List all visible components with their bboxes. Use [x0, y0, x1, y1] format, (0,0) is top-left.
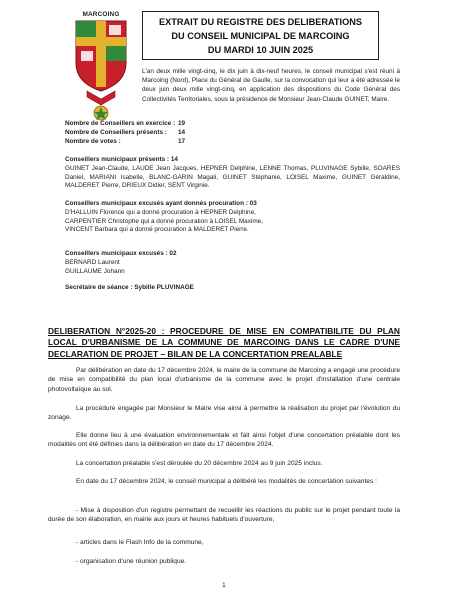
- header-line-2: DU CONSEIL MUNICIPAL DE MARCOING: [171, 31, 350, 41]
- header-title-box: [142, 11, 379, 60]
- proxy-title: Conseillers municipaux excusés ayant donnés procuration : 03: [65, 200, 257, 207]
- present-members: [65, 156, 400, 191]
- proxy-line: D'HALLUIN Florence qui a donné procuration à HEPNER Delphine,: [65, 208, 256, 216]
- count-value: 17: [178, 137, 186, 145]
- excused-title: Conseillers municipaux excusés : 02: [65, 250, 177, 257]
- bullet-item: - organisation d'une réunion publique.: [76, 558, 187, 565]
- present-names: GUINET Jean-Claude, LAUDE Jean Jacques, HEPNER Delphine, LENNE Thomas, PLUVINAGE Sybille, SOARES Daniel, MARIANI Isabelle, BLANC-GARIN Magali, GUINET Stéphanie, LOISEL Maxime, GUINET Géraldine, MALDERET Pierre, DRIEUX Didier, SENT Virginie.: [65, 164, 400, 190]
- excused-line: GUILLAUME Johann: [65, 267, 125, 275]
- paragraph: La procédure engagée par Monsieur le Maire vise ainsi à permettre la réalisation du projet par l'évolution du zonage.: [48, 405, 400, 422]
- paragraph: Par délibération en date du 17 décembre 2024, le maire de la commune de Marcoing a engagé une procédure de mise en compatibilité du plan local d'urbanisme de la commune avec le projet d'installation d'une centrale photovoltaïque au sol.: [48, 367, 400, 393]
- count-value: 14: [178, 128, 186, 136]
- count-row: [65, 129, 185, 138]
- session-secretary: Secrétaire de séance : Sybille PLUVINAGE: [65, 284, 194, 291]
- paragraph: La concertation préalable s'est déroulée du 20 décembre 2024 au 9 juin 2025 inclus.: [76, 460, 323, 467]
- header-line-1: EXTRAIT DU REGISTRE DES DELIBERATIONS: [159, 17, 362, 27]
- count-label: Nombre de votes :: [65, 137, 121, 145]
- paragraph: Elle donne lieu à une évaluation environnementale et fait ainsi l'objet d'une concertation préalable dont les modalités ont été définies dans la délibération en date du 17 décembre 2024.: [48, 432, 400, 449]
- proxy-line: VINCENT Barbara qui a donné procuration à MALDERET Pierre.: [65, 226, 249, 234]
- count-row: [65, 120, 185, 129]
- logo-title: MARCOING: [82, 11, 120, 18]
- count-label: Nombre de Conseillers présents :: [65, 128, 167, 136]
- coat-of-arms-icon: [73, 19, 129, 123]
- intro-paragraph: L'an deux mille vingt-cinq, le dix juin à dix-neuf heures, le conseil municipal s'est réuni à Marcoing (Nord), Place du Général de Gaulle, sur la convocation qui leur a été adressée le deux juin deux mille vingt-cinq, en application des dispositions du Code Général des Collectivités Territoriales, sous la présidence de Monsieur Jean-Claude GUINET, Maire.: [142, 68, 400, 103]
- count-label: Nombre de Conseillers en exercice :: [65, 120, 176, 127]
- header-line-3: DU MARDI 10 JUIN 2025: [207, 45, 314, 55]
- bullet-item: - Mise à disposition d'un registre permettant de recueillir les réactions du public sur le projet pendant toute la durée de son élaboration, en mairie aux jours et heures habituels d'ouverture,: [48, 507, 400, 524]
- page-number: 1: [222, 582, 226, 589]
- present-title: Conseillers municipaux présents : 14: [65, 156, 178, 163]
- excused-members: [65, 250, 400, 276]
- paragraph: En date du 17 décembre 2024, le conseil municipal a délibéré les modalités de concertation suivantes :: [76, 478, 377, 485]
- count-value: 19: [178, 120, 186, 127]
- excused-line: BERNARD Laurent: [65, 258, 120, 266]
- marcoing-logo: [72, 11, 130, 123]
- proxy-members: [65, 200, 400, 235]
- council-counts: [65, 120, 185, 146]
- proxy-line: CARPENTIER Christophe qui a donné procuration à LOISEL Maxime,: [65, 217, 263, 225]
- count-row: [65, 138, 185, 147]
- bullet-item: - articles dans le Flash Info de la commune,: [76, 539, 204, 546]
- deliberation-title: DELIBERATION N°2025-20 : PROCEDURE DE MISE EN COMPATIBILITE DU PLAN LOCAL D'URBANISME DE LA COMMUNE DE MARCOING DANS LE CADRE D'UNE DECLARATION DE PROJET – BILAN DE LA CONCERTATION PREALABLE: [48, 326, 400, 359]
